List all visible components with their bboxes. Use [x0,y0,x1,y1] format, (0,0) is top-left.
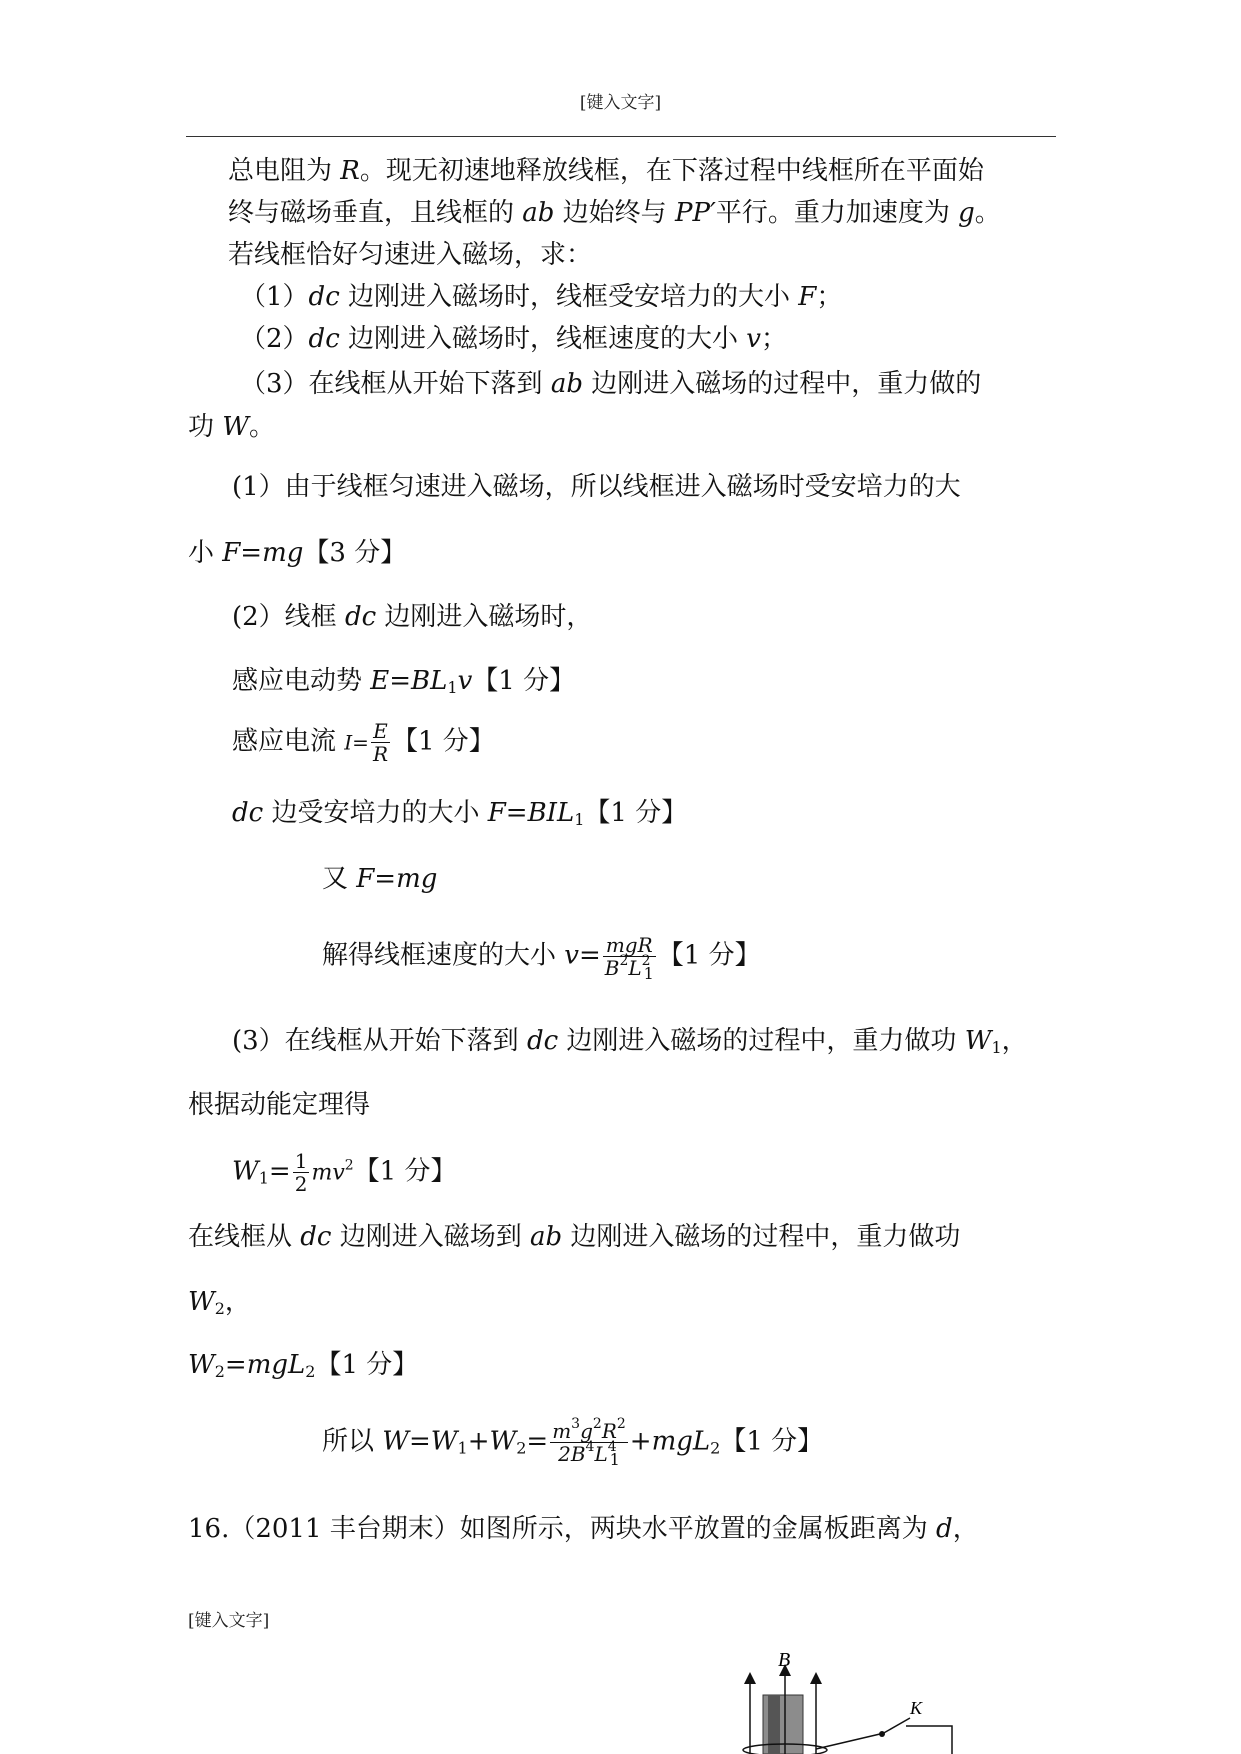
label-B: B [778,1650,791,1671]
solution-3b: 根据动能定理得 [188,1090,371,1120]
solution-3d: 在线框从 dc 边刚进入磁场到 ab 边刚进入磁场的过程中，重力做功 [188,1222,961,1252]
next-problem-16: 16.（2011 丰台期末）如图所示，两块水平放置的金属板距离为 d， [188,1514,979,1544]
solution-2b: 感应电动势 $E=BL_1v$【1 分】 [232,666,576,697]
problem-line-1: 总电阻为 R。现无初速地释放线框，在下落过程中线框所在平面始 [228,156,984,186]
label-K: K [910,1698,923,1718]
circuit-figure [730,1650,990,1754]
page-footer: [键入文字] [188,1611,270,1631]
question-3: （3）在线框从开始下落到 ab 边刚进入磁场的过程中，重力做的 [240,369,982,399]
fraction-velocity: $\frac{\text{mgR}}{B^2L^2_1}$ [604,933,654,983]
question-2: （2）dc 边刚进入磁场时，线框速度的大小 v； [240,324,788,354]
page-header: [键入文字] [579,93,662,113]
solution-3a: (3）在线框从开始下落到 dc 边刚进入磁场的过程中，重力做功 $W_1$， [232,1026,1028,1057]
solution-3g: 所以 $W=W_1+W_2=$ $\frac{m^3g^2R^2}{2B^4L^4_1}$ +mgL$_2$【1 分】 [322,1416,824,1469]
wire-right [906,1726,952,1754]
solution-2e: 又 F=mg [322,864,438,894]
solution-1a: (1）由于线框匀速进入磁场，所以线框进入磁场时受安培力的大 [232,472,961,502]
header-divider [186,136,1056,137]
question-1: （1）dc 边刚进入磁场时，线框受安培力的大小 F； [240,282,843,312]
fraction-one-half: $\frac{1}{2}$ [294,1149,308,1196]
problem-line-3: 若线框恰好匀速进入磁场，求： [228,240,593,270]
switch-blade [882,1718,910,1734]
fraction-work-total: $\frac{m^3g^2R^2}{2B^4L^4_1}$ [552,1416,626,1469]
solution-2d: dc 边受安培力的大小 $F=BIL_1$【1 分】 [232,798,688,829]
solution-2f: 解得线框速度的大小 v= $\frac{\text{mgR}}{B^2L^2_1}$ 【1 分】 [322,933,761,983]
wire-to-switch [816,1734,880,1749]
solenoid-core-shade [768,1695,780,1754]
fraction-E-over-R: $\frac{E}{R}$ [372,719,388,766]
problem-line-2: 终与磁场垂直，且线框的 ab 边始终与 PP′平行。重力加速度为 g。 [228,198,1001,228]
solution-1b: 小 F=mg【3 分】 [188,538,407,568]
solution-3e: $W_2$， [188,1287,251,1318]
solution-2c: 感应电流 I= $\frac{E}{R}$ 【1 分】 [232,719,495,766]
solution-3c: $W_1=$ $\frac{1}{2}$ $mv^2$【1 分】 [232,1149,457,1196]
solution-2a: (2）线框 dc 边刚进入磁场时， [232,602,593,632]
solution-3f: $W_2=mgL_2$【1 分】 [188,1350,419,1381]
question-3-cont: 功 W。 [188,412,276,442]
